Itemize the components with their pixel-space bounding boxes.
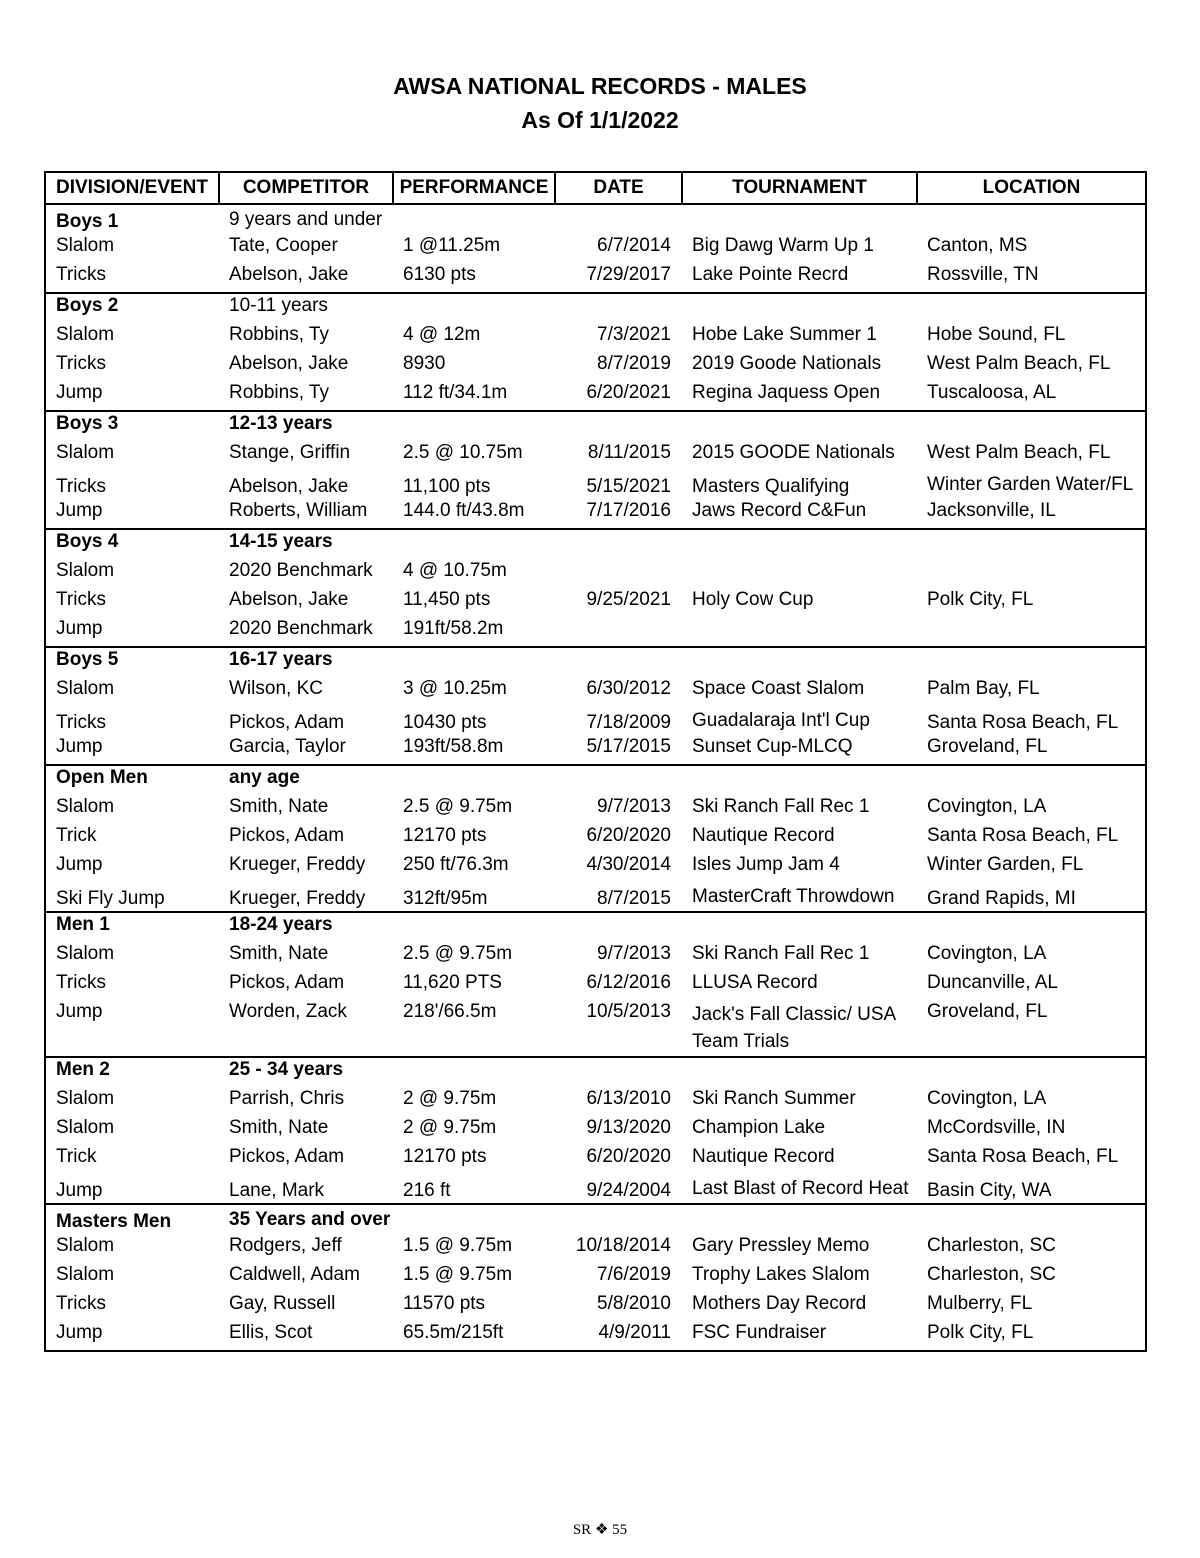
age-range-label: any age <box>219 765 393 795</box>
performance-cell: 2.5 @ 9.75m <box>403 796 513 817</box>
performance-cell: 2 @ 9.75m <box>403 1117 497 1138</box>
location-cell: Charleston, SC <box>927 1264 1056 1285</box>
column-header: TOURNAMENT <box>682 172 917 204</box>
competitor-cell: Gay, Russell <box>229 1293 336 1314</box>
performance-cell: 2.5 @ 9.75m <box>403 943 513 964</box>
table-row <box>45 1000 1146 1057</box>
tournament-cell: MasterCraft Throwdown <box>692 886 895 907</box>
tournament-cell: Trophy Lakes Slalom <box>692 1264 870 1285</box>
table-row <box>45 617 1146 647</box>
table-row <box>45 441 1146 470</box>
page-subtitle: As Of 1/1/2022 <box>521 107 679 133</box>
date-cell: 6/12/2016 <box>586 972 671 993</box>
tournament-cell: Lake Pointe Recrd <box>692 264 849 285</box>
performance-cell: 3 @ 10.25m <box>403 678 507 699</box>
location-cell: Basin City, WA <box>927 1180 1052 1201</box>
column-header: DATE <box>555 172 682 204</box>
empty-cell <box>555 647 682 677</box>
table-row <box>45 470 1146 499</box>
date-cell: 8/7/2019 <box>597 353 671 374</box>
location-cell: Grand Rapids, MI <box>927 888 1076 909</box>
empty-cell <box>917 529 1146 559</box>
competitor-cell: Smith, Nate <box>229 1117 329 1138</box>
empty-cell <box>555 912 682 942</box>
records-body <box>45 204 1146 1351</box>
tournament-cell: Ski Ranch Summer <box>692 1088 856 1109</box>
empty-cell <box>682 765 917 795</box>
division-header-row <box>45 529 1146 559</box>
empty-cell <box>393 1057 555 1087</box>
empty-cell <box>555 1204 682 1234</box>
performance-cell: 1.5 @ 9.75m <box>403 1264 513 1285</box>
table-row <box>45 1174 1146 1204</box>
empty-cell <box>393 765 555 795</box>
event-cell: Slalom <box>56 560 115 581</box>
column-header: PERFORMANCE <box>393 172 555 204</box>
location-cell: Palm Bay, FL <box>927 678 1040 699</box>
date-cell: 6/30/2012 <box>586 678 671 699</box>
event-cell: Jump <box>56 618 103 639</box>
location-cell: Groveland, FL <box>927 736 1048 757</box>
empty-cell <box>917 293 1146 323</box>
performance-cell: 6130 pts <box>403 264 476 285</box>
table-row <box>45 677 1146 706</box>
location-cell: West Palm Beach, FL <box>927 442 1111 463</box>
location-cell: Charleston, SC <box>927 1235 1056 1256</box>
location-cell: Santa Rosa Beach, FL <box>927 1146 1119 1167</box>
tournament-cell: Hobe Lake Summer 1 <box>692 324 877 345</box>
date-cell: 7/17/2016 <box>586 500 671 521</box>
event-cell: Slalom <box>56 1088 115 1109</box>
location-cell: Hobe Sound, FL <box>927 324 1066 345</box>
empty-cell <box>682 529 917 559</box>
performance-cell: 12170 pts <box>403 825 487 846</box>
competitor-cell: Abelson, Jake <box>229 264 349 285</box>
tournament-cell: Jack's Fall Classic/ USA Team Trials <box>692 1004 896 1052</box>
empty-cell <box>682 411 917 441</box>
location-cell: Duncanville, AL <box>927 972 1058 993</box>
tournament-cell: 2015 GOODE Nationals <box>692 442 895 463</box>
performance-cell: 4 @ 12m <box>403 324 481 345</box>
page-footer: SR ❖ 55 <box>572 1522 628 1538</box>
tournament-cell: Space Coast Slalom <box>692 678 865 699</box>
date-cell: 7/6/2019 <box>597 1264 671 1285</box>
date-cell: 10/5/2013 <box>586 1001 671 1022</box>
performance-cell: 193ft/58.8m <box>403 736 504 757</box>
empty-cell <box>393 1204 555 1234</box>
empty-cell <box>393 529 555 559</box>
empty-cell <box>682 293 917 323</box>
empty-cell <box>917 1057 1146 1087</box>
location-cell: Polk City, FL <box>927 1322 1034 1343</box>
date-cell: 9/7/2013 <box>597 943 671 964</box>
event-cell: Tricks <box>56 264 106 285</box>
division-header-row <box>45 293 1146 323</box>
location-cell: Canton, MS <box>927 235 1028 256</box>
performance-cell: 1.5 @ 9.75m <box>403 1235 513 1256</box>
competitor-cell: Robbins, Ty <box>229 324 329 345</box>
competitor-cell: Ellis, Scot <box>229 1322 313 1343</box>
competitor-cell: Abelson, Jake <box>229 476 349 497</box>
date-cell: 4/30/2014 <box>586 854 671 875</box>
event-cell: Slalom <box>56 1264 115 1285</box>
header-row <box>45 172 1146 204</box>
event-cell: Slalom <box>56 943 115 964</box>
competitor-cell: Rodgers, Jeff <box>229 1235 342 1256</box>
empty-cell <box>682 1204 917 1234</box>
division-header-row <box>45 411 1146 441</box>
division-label: Men 1 <box>45 912 219 942</box>
location-cell: Mulberry, FL <box>927 1293 1033 1314</box>
column-header: LOCATION <box>917 172 1146 204</box>
division-label: Boys 1 <box>45 204 219 234</box>
date-cell: 10/18/2014 <box>575 1235 671 1256</box>
table-row <box>45 706 1146 735</box>
empty-cell <box>917 647 1146 677</box>
column-header: DIVISION/EVENT <box>45 172 219 204</box>
tournament-cell: Guadalaraja Int'l Cup <box>692 710 870 731</box>
performance-cell: 1 @11.25m <box>403 235 501 256</box>
empty-cell <box>393 204 555 234</box>
tournament-cell <box>682 617 917 647</box>
event-cell: Tricks <box>56 476 106 497</box>
location-cell: Groveland, FL <box>927 1001 1048 1022</box>
empty-cell <box>393 293 555 323</box>
competitor-cell: Krueger, Freddy <box>229 854 366 875</box>
competitor-cell: 2020 Benchmark <box>229 560 373 581</box>
date-cell: 9/25/2021 <box>586 589 671 610</box>
performance-cell: 11,620 PTS <box>403 972 502 993</box>
competitor-cell: Garcia, Taylor <box>229 736 346 757</box>
tournament-cell: Regina Jaquess Open <box>692 382 881 403</box>
empty-cell <box>682 647 917 677</box>
empty-cell <box>682 1057 917 1087</box>
event-cell: Jump <box>56 500 103 521</box>
table-row <box>45 971 1146 1000</box>
table-row <box>45 942 1146 971</box>
division-label: Open Men <box>45 765 219 795</box>
event-cell: Tricks <box>56 589 106 610</box>
competitor-cell: Abelson, Jake <box>229 589 349 610</box>
performance-cell: 11,100 pts <box>403 476 491 497</box>
records-table <box>44 171 1147 1352</box>
competitor-cell: Smith, Nate <box>229 943 329 964</box>
performance-cell: 2.5 @ 10.75m <box>403 442 523 463</box>
tournament-cell: Last Blast of Record Heat <box>692 1178 909 1199</box>
tournament-cell: Gary Pressley Memo <box>692 1235 870 1256</box>
performance-cell: 112 ft/34.1m <box>403 382 508 403</box>
competitor-cell: Parrish, Chris <box>229 1088 345 1109</box>
competitor-cell: Tate, Cooper <box>229 235 338 256</box>
event-cell: Slalom <box>56 442 115 463</box>
event-cell: Jump <box>56 382 103 403</box>
location-cell: Covington, LA <box>927 1088 1047 1109</box>
tournament-cell: Champion Lake <box>692 1117 826 1138</box>
column-header: COMPETITOR <box>219 172 393 204</box>
date-cell: 9/7/2013 <box>597 796 671 817</box>
competitor-cell: Pickos, Adam <box>229 972 345 993</box>
event-cell: Jump <box>56 1001 103 1022</box>
division-header-row <box>45 912 1146 942</box>
competitor-cell: Robbins, Ty <box>229 382 329 403</box>
event-cell: Slalom <box>56 678 115 699</box>
empty-cell <box>555 1057 682 1087</box>
age-range-label: 9 years and under <box>219 204 393 234</box>
competitor-cell: Stange, Griffin <box>229 442 351 463</box>
empty-cell <box>682 204 917 234</box>
empty-cell <box>555 529 682 559</box>
date-cell: 5/15/2021 <box>586 476 671 497</box>
performance-cell: 10430 pts <box>403 712 487 733</box>
tournament-cell: 2019 Goode Nationals <box>692 353 882 374</box>
event-cell: Jump <box>56 736 103 757</box>
table-row <box>45 853 1146 882</box>
empty-cell <box>393 411 555 441</box>
event-cell: Trick <box>56 825 97 846</box>
empty-cell <box>555 411 682 441</box>
date-cell <box>555 617 682 647</box>
tournament-cell: Mothers Day Record <box>692 1293 867 1314</box>
competitor-cell: Worden, Zack <box>229 1001 347 1022</box>
event-cell: Jump <box>56 854 103 875</box>
tournament-cell: Nautique Record <box>692 825 835 846</box>
tournament-cell: FSC Fundraiser <box>692 1322 827 1343</box>
division-label: Boys 3 <box>45 411 219 441</box>
location-cell: Tuscaloosa, AL <box>927 382 1057 403</box>
tournament-cell: Isles Jump Jam 4 <box>692 854 840 875</box>
table-row <box>45 735 1146 765</box>
location-cell <box>917 559 1146 588</box>
division-header-row <box>45 1204 1146 1234</box>
date-cell: 5/17/2015 <box>586 736 671 757</box>
table-row <box>45 1087 1146 1116</box>
tournament-cell: Holy Cow Cup <box>692 589 814 610</box>
date-cell: 6/20/2021 <box>586 382 671 403</box>
tournament-cell <box>682 559 917 588</box>
empty-cell <box>555 293 682 323</box>
performance-cell: 2 @ 9.75m <box>403 1088 497 1109</box>
tournament-cell: Jaws Record C&Fun <box>692 500 867 521</box>
event-cell: Trick <box>56 1146 97 1167</box>
location-cell: McCordsville, IN <box>927 1117 1066 1138</box>
location-cell: Santa Rosa Beach, FL <box>927 825 1119 846</box>
table-row <box>45 352 1146 381</box>
empty-cell <box>917 765 1146 795</box>
tournament-cell: Nautique Record <box>692 1146 835 1167</box>
empty-cell <box>555 204 682 234</box>
table-row <box>45 588 1146 617</box>
tournament-cell: Ski Ranch Fall Rec 1 <box>692 943 870 964</box>
empty-cell <box>393 912 555 942</box>
empty-cell <box>917 204 1146 234</box>
location-cell: Santa Rosa Beach, FL <box>927 712 1119 733</box>
table-row <box>45 1292 1146 1321</box>
performance-cell: 250 ft/76.3m <box>403 854 509 875</box>
performance-cell: 12170 pts <box>403 1146 487 1167</box>
date-cell: 8/7/2015 <box>597 888 671 909</box>
competitor-cell: Lane, Mark <box>229 1180 325 1201</box>
location-cell: Winter Garden Water/FL <box>927 474 1134 495</box>
table-row <box>45 1145 1146 1174</box>
table-row <box>45 263 1146 293</box>
date-cell: 6/13/2010 <box>586 1088 671 1109</box>
age-range-label: 16-17 years <box>219 647 393 677</box>
tournament-cell: LLUSA Record <box>692 972 818 993</box>
division-label: Boys 4 <box>45 529 219 559</box>
date-cell: 8/11/2015 <box>587 442 671 463</box>
empty-cell <box>917 411 1146 441</box>
division-label: Masters Men <box>45 1204 219 1234</box>
performance-cell: 11570 pts <box>403 1293 486 1314</box>
age-range-label: 18-24 years <box>219 912 393 942</box>
location-cell: Polk City, FL <box>927 589 1034 610</box>
age-range-label: 14-15 years <box>219 529 393 559</box>
table-row <box>45 1116 1146 1145</box>
tournament-cell: Sunset Cup-MLCQ <box>692 736 853 757</box>
date-cell: 7/29/2017 <box>586 264 671 285</box>
performance-cell: 11,450 pts <box>403 589 491 610</box>
event-cell: Slalom <box>56 1235 115 1256</box>
performance-cell: 216 ft <box>403 1180 451 1201</box>
date-cell: 7/18/2009 <box>586 712 671 733</box>
event-cell: Slalom <box>56 796 115 817</box>
location-cell: Jacksonville, IL <box>927 500 1056 521</box>
competitor-cell: Krueger, Freddy <box>229 888 366 909</box>
empty-cell <box>555 765 682 795</box>
age-range-label: 10-11 years <box>219 293 393 323</box>
date-cell: 6/20/2020 <box>586 1146 671 1167</box>
table-row <box>45 882 1146 912</box>
table-row <box>45 1321 1146 1351</box>
table-row <box>45 559 1146 588</box>
location-cell: Winter Garden, FL <box>927 854 1084 875</box>
performance-cell: 4 @ 10.75m <box>403 560 507 581</box>
division-header-row <box>45 647 1146 677</box>
age-range-label: 12-13 years <box>219 411 393 441</box>
tournament-cell: Big Dawg Warm Up 1 <box>692 235 874 256</box>
date-cell: 9/13/2020 <box>586 1117 671 1138</box>
division-header-row <box>45 1057 1146 1087</box>
table-row <box>45 234 1146 263</box>
division-label: Boys 2 <box>45 293 219 323</box>
event-cell: Ski Fly Jump <box>56 888 165 909</box>
division-header-row <box>45 765 1146 795</box>
performance-cell: 65.5m/215ft <box>403 1322 504 1343</box>
location-cell: Covington, LA <box>927 796 1047 817</box>
event-cell: Slalom <box>56 1117 115 1138</box>
date-cell: 5/8/2010 <box>597 1293 671 1314</box>
performance-cell: 8930 <box>403 353 446 374</box>
competitor-cell: Pickos, Adam <box>229 825 345 846</box>
event-cell: Jump <box>56 1180 103 1201</box>
division-header-row <box>45 204 1146 234</box>
event-cell: Tricks <box>56 1293 106 1314</box>
table-row <box>45 381 1146 411</box>
empty-cell <box>917 912 1146 942</box>
competitor-cell: Roberts, William <box>229 500 368 521</box>
competitor-cell: Abelson, Jake <box>229 353 349 374</box>
page-title: AWSA NATIONAL RECORDS - MALES <box>393 73 807 99</box>
location-cell: Rossville, TN <box>927 264 1039 285</box>
performance-cell: 144.0 ft/43.8m <box>403 500 525 521</box>
date-cell: 9/24/2004 <box>586 1180 671 1201</box>
date-cell: 7/3/2021 <box>597 324 671 345</box>
location-cell: Covington, LA <box>927 943 1047 964</box>
event-cell: Slalom <box>56 324 115 345</box>
competitor-cell: Pickos, Adam <box>229 712 345 733</box>
age-range-label: 25 - 34 years <box>219 1057 393 1087</box>
location-cell <box>917 617 1146 647</box>
empty-cell <box>682 912 917 942</box>
empty-cell <box>917 1204 1146 1234</box>
location-cell: West Palm Beach, FL <box>927 353 1111 374</box>
performance-cell: 191ft/58.2m <box>403 618 504 639</box>
empty-cell <box>393 647 555 677</box>
date-cell <box>555 559 682 588</box>
event-cell: Slalom <box>56 235 115 256</box>
date-cell: 4/9/2011 <box>598 1322 671 1343</box>
division-label: Boys 5 <box>45 647 219 677</box>
table-row <box>45 795 1146 824</box>
division-label: Men 2 <box>45 1057 219 1087</box>
date-cell: 6/7/2014 <box>597 235 671 256</box>
table-row <box>45 499 1146 529</box>
date-cell: 6/20/2020 <box>586 825 671 846</box>
performance-cell: 218'/66.5m <box>403 1001 497 1022</box>
event-cell: Tricks <box>56 353 106 374</box>
table-row <box>45 1263 1146 1292</box>
competitor-cell: Pickos, Adam <box>229 1146 345 1167</box>
competitor-cell: Wilson, KC <box>229 678 323 699</box>
tournament-cell: Masters Qualifying <box>692 476 850 497</box>
performance-cell: 312ft/95m <box>403 888 488 909</box>
competitor-cell: 2020 Benchmark <box>229 618 373 639</box>
competitor-cell: Caldwell, Adam <box>229 1264 360 1285</box>
table-row <box>45 1234 1146 1263</box>
event-cell: Jump <box>56 1322 103 1343</box>
event-cell: Tricks <box>56 972 106 993</box>
competitor-cell: Smith, Nate <box>229 796 329 817</box>
table-row <box>45 323 1146 352</box>
event-cell: Tricks <box>56 712 106 733</box>
table-row <box>45 824 1146 853</box>
age-range-label: 35 Years and over <box>219 1204 393 1234</box>
tournament-cell: Ski Ranch Fall Rec 1 <box>692 796 870 817</box>
